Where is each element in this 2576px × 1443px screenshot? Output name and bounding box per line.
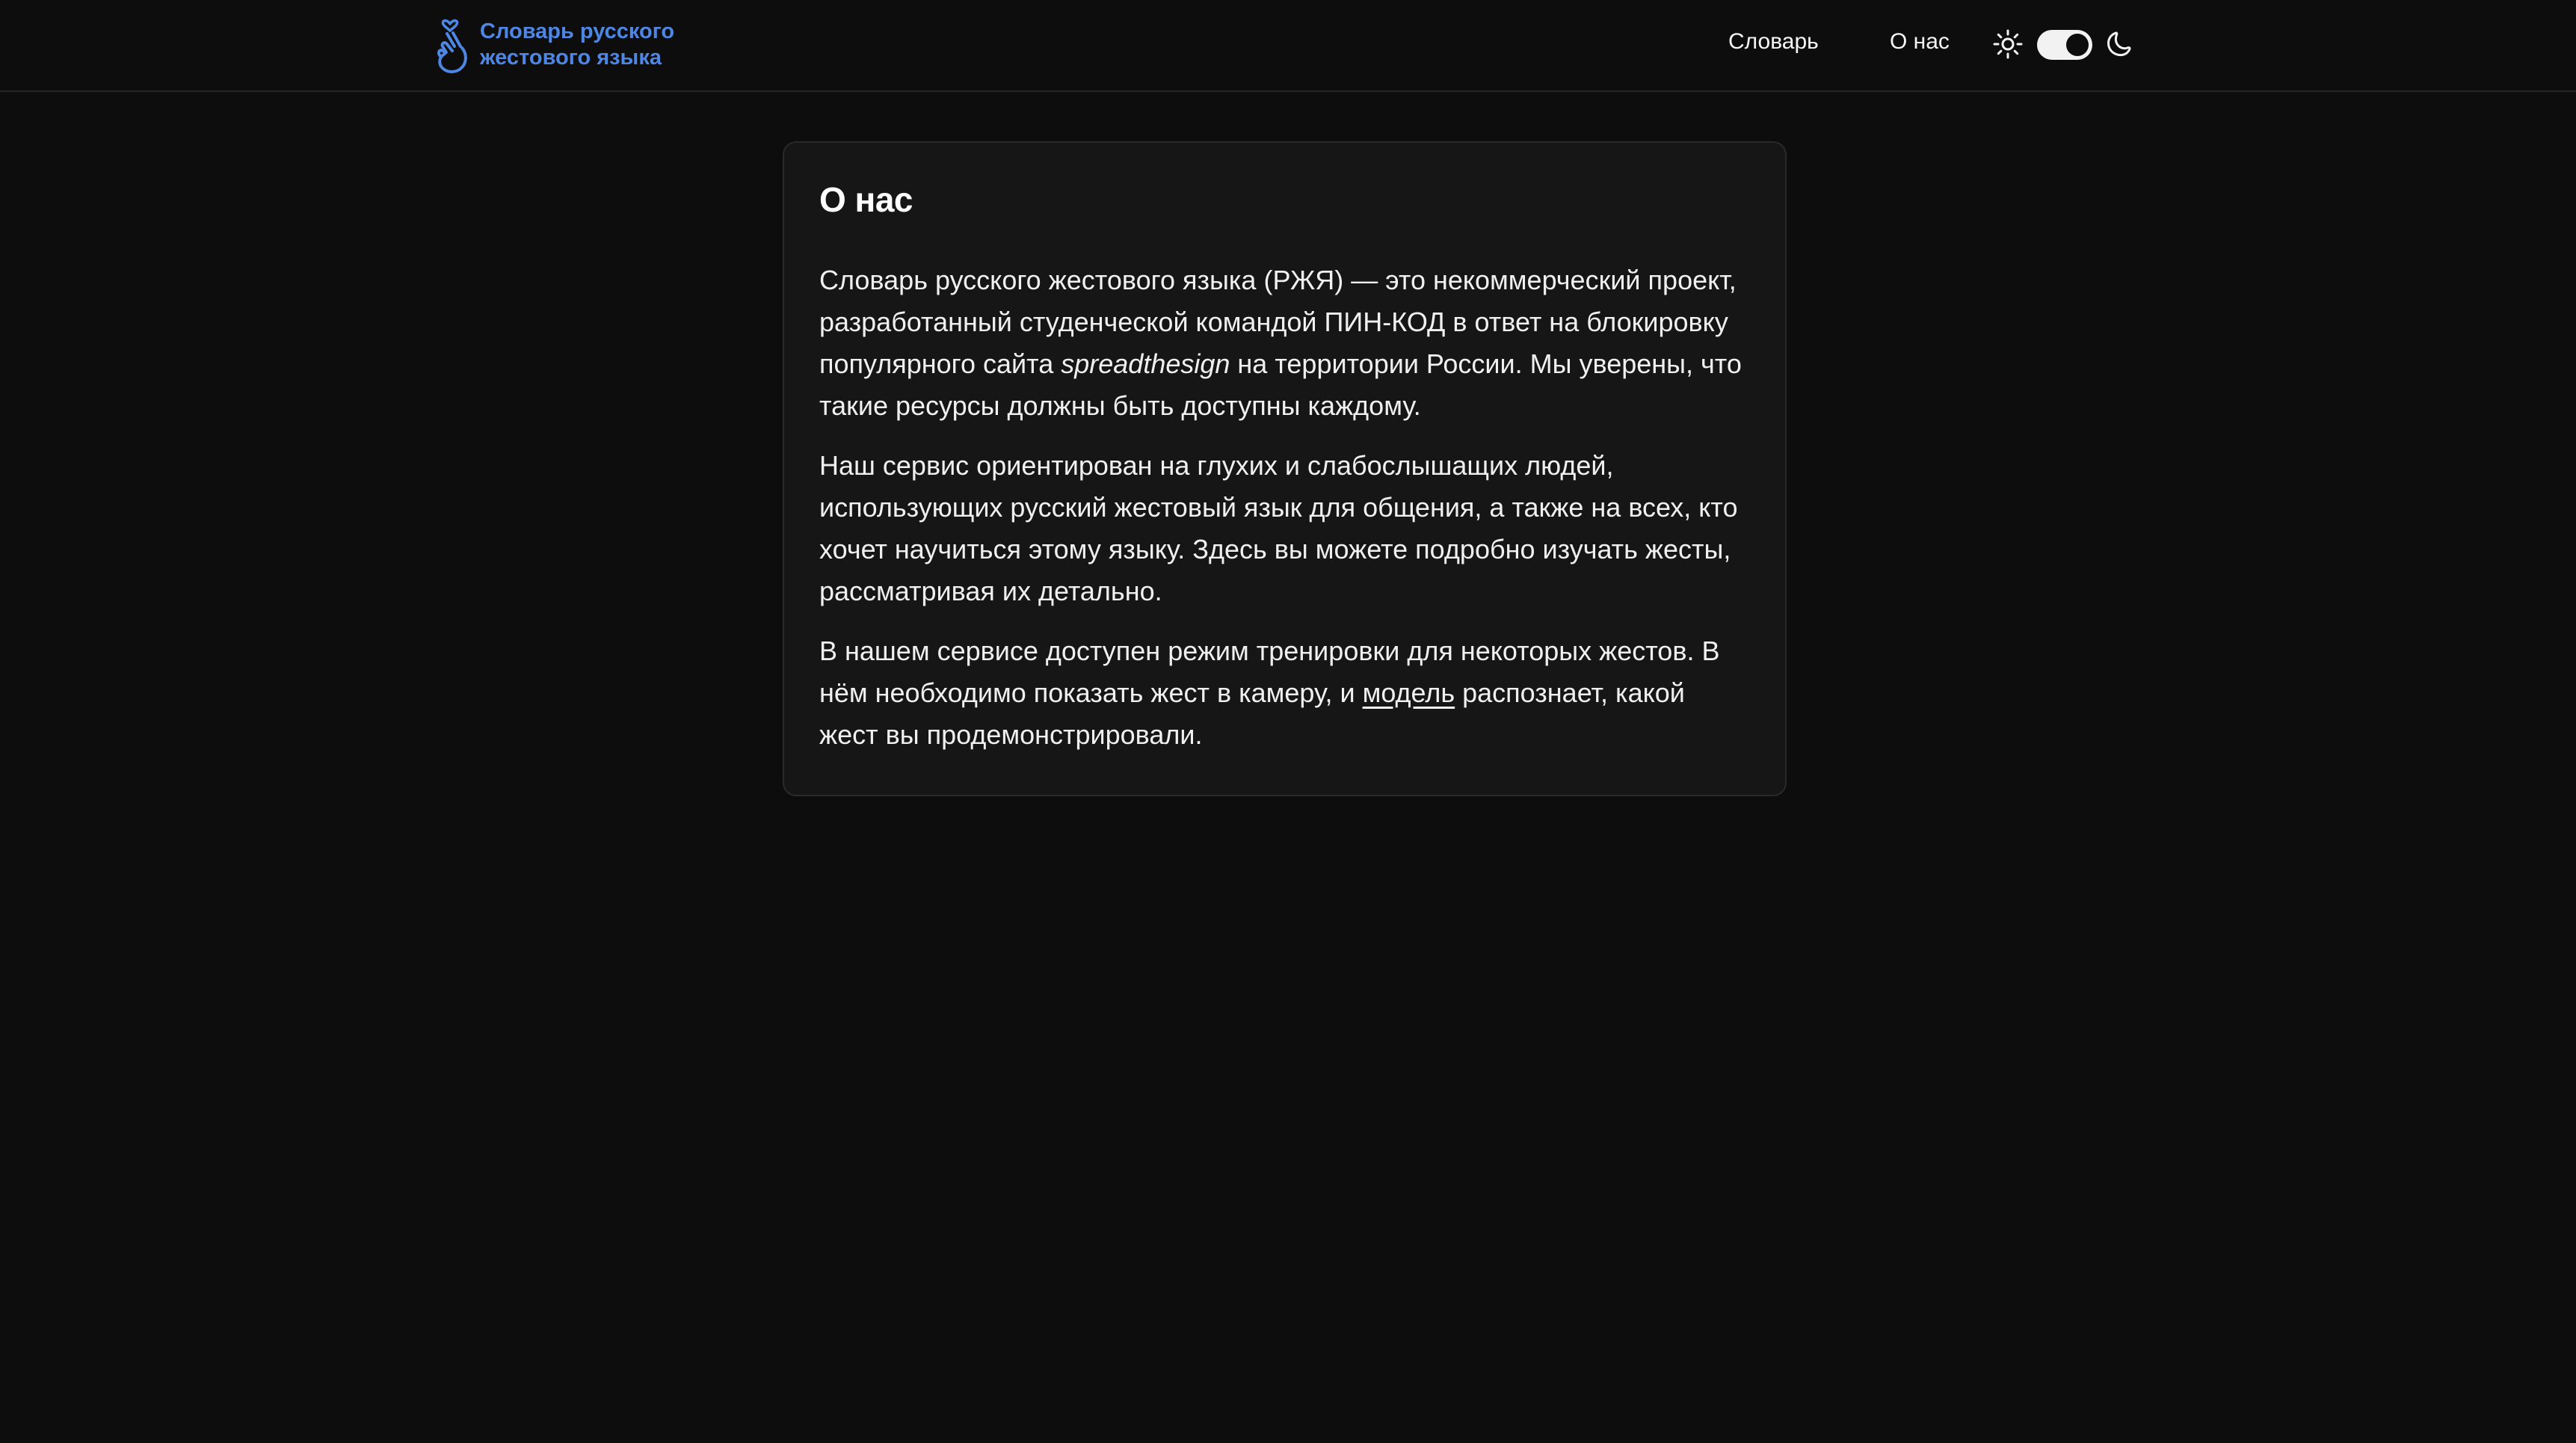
nav-link-dictionary[interactable]: Словарь <box>1728 29 1819 54</box>
about-paragraph-intro-text: Словарь русского жестового языка (РЖЯ) — это некоммерческий проект, разработанный студенческой командой ПИН-КОД в ответ на блокировку популярного сайта <box>819 265 1737 379</box>
page-title: О нас <box>819 180 913 219</box>
site-logo[interactable] <box>432 13 734 76</box>
about-paragraph-intro-text-end: на территории России. Мы уверены, что такие ресурсы должны быть доступны каждому. <box>819 348 1742 421</box>
about-card <box>783 141 1787 796</box>
logo-title-line1: Словарь русского <box>480 19 675 43</box>
sun-icon <box>1993 29 2023 59</box>
about-paragraph-training <box>819 630 1751 756</box>
spreadthesign-name: spreadthesign <box>1061 348 1230 379</box>
moon-icon <box>2105 30 2133 58</box>
about-paragraph-audience: Наш сервис ориентирован на глухих и слабослышащих людей, использующих русский жестовый язык для общения, а также на всех, кто хочет научиться этому языку. Здесь вы можете подробно изучать жесты, рассматривая их детально. <box>819 450 1738 606</box>
theme-toggle-knob <box>2066 34 2089 56</box>
about-paragraph-training-text: В нашем сервисе доступен режим тренировки для некоторых жестов. В нём необходимо показать жест в камеру, и <box>819 636 1720 708</box>
logo-title-line2: жестового языка <box>480 46 662 70</box>
theme-toggle[interactable] <box>2037 30 2092 60</box>
site-header <box>0 0 2576 92</box>
about-paragraph-intro <box>819 259 1751 427</box>
about-paragraph-training-text-end: распознает, какой жест вы продемонстрировали. <box>819 677 1685 750</box>
model-link[interactable]: модель <box>1362 677 1455 708</box>
hand-heart-icon <box>432 13 475 76</box>
nav-link-about[interactable]: О нас <box>1890 29 1950 54</box>
logo-title <box>480 19 734 71</box>
